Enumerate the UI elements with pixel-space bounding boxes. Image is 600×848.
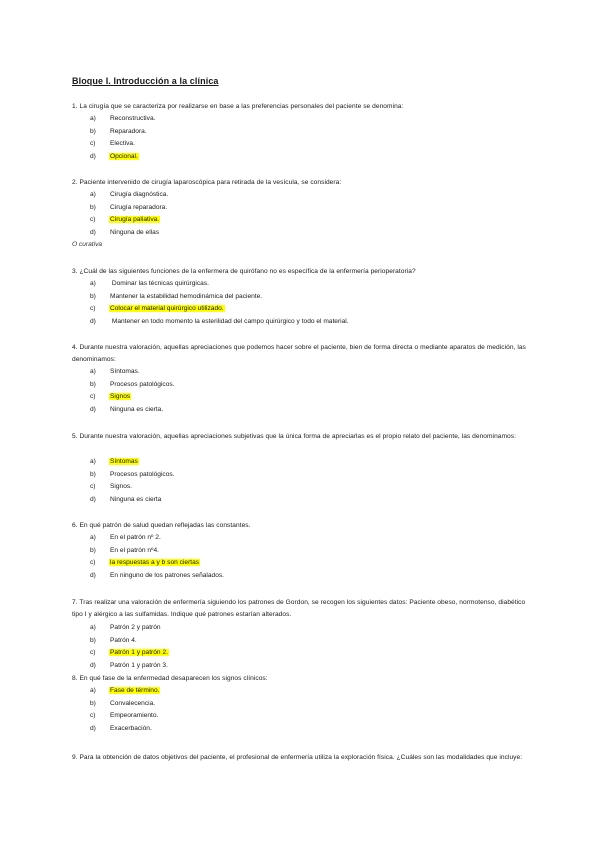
question-1-options xyxy=(90,113,156,163)
highlighted-answer: Signos xyxy=(110,393,131,400)
highlighted-answer: Cirugía paliativa. xyxy=(110,216,160,223)
option-d: d) Patrón 1 y patrón 3. xyxy=(90,661,168,669)
option-b: b) Reparadora. xyxy=(90,127,147,135)
question-5-text: 5. Durante nuestra valoración, aquellas apreciaciones subjetivas que la única forma de apreciarlas es el propio relato del paciente, las denominamos: xyxy=(72,433,516,440)
option-d: d) En ninguno de los patrones señalados. xyxy=(90,571,225,579)
question-6-text: 6. En qué patrón de salud quedan reflejadas las constantes. xyxy=(72,522,251,529)
option-a: a) Cirugía diagnóstica. xyxy=(90,191,169,198)
option-a: a) Patrón 2 y patrón xyxy=(90,624,161,631)
option-d: d) Ninguna de ellas xyxy=(90,228,160,236)
option-d: d) Mantener en todo momento la esterilidad del campo quirúrgico y todo el material. xyxy=(90,317,349,325)
option-b: b) Procesos patológicos. xyxy=(90,470,175,478)
option-c: c) la respuestas a y b son ciertas xyxy=(90,559,200,566)
option-d: d) Opcional. xyxy=(90,152,138,160)
option-a: a) Fase de término. xyxy=(90,687,160,694)
question-7-options xyxy=(90,622,169,672)
option-c: c) Empeoramiento. xyxy=(90,712,159,719)
option-b: b) Cirugía reparadora. xyxy=(90,203,168,211)
option-a: a) Reconstructiva. xyxy=(90,115,156,122)
option-c: c) Patrón 1 y patrón 2. xyxy=(90,649,168,656)
option-d: d) Ninguna es cierta. xyxy=(90,405,164,413)
question-2-text: 2. Paciente intervenido de cirugía laparoscópica para retirada de la vesícula, se considera: xyxy=(72,179,342,186)
highlighted-answer: Síntomas xyxy=(110,458,138,465)
option-d: d) Ninguna es cierta xyxy=(90,495,162,503)
question-8-options xyxy=(90,685,160,735)
option-a: a) Síntomas. xyxy=(90,368,140,375)
option-a: a) Síntomas xyxy=(90,458,138,465)
option-b: b) En el patrón nº4. xyxy=(90,546,159,554)
option-c: c) Signos. xyxy=(90,483,132,490)
question-5-options xyxy=(90,456,176,506)
question-7-text: 7. Tras realizar una valoración de enfermería siguiendo los patrones de Gordon, se recogen los siguientes datos: Paciente obeso, normotenso, diabético tipo I y alérgico a las sulfamidas. Indique qué patrones estarían alterados. xyxy=(72,599,526,618)
option-a: a) Dominar las técnicas quirúrgicas. xyxy=(90,280,209,287)
question-2-options xyxy=(90,189,169,239)
option-c: c) Signos xyxy=(90,393,131,400)
question-9-text: 9. Para la obtención de datos objetivos del paciente, el profesional de enfermería utiliza la exploración física. ¿Cuáles son las modalidades que incluye: xyxy=(72,754,523,761)
section-heading: Bloque I. Introducción a la clínica xyxy=(72,76,219,86)
highlighted-answer: Opcional. xyxy=(110,152,138,160)
highlighted-answer: Colocar el material quirúrgico utilizado. xyxy=(110,305,224,312)
question-3-text: 3. ¿Cuál de las siguientes funciones de la enfermera de quirófano no es específica de la enfermería perioperatoria? xyxy=(72,268,416,275)
option-b: b) Convalecencia. xyxy=(90,699,156,707)
highlighted-answer: Patrón 1 y patrón 2. xyxy=(110,649,168,656)
question-1-text: 1. La cirugía que se caracteriza por realizarse en base a las preferencias personales del paciente se denomina: xyxy=(72,103,404,110)
option-c: c) Colocar el material quirúrgico utilizado. xyxy=(90,305,224,312)
question-4-options xyxy=(90,366,176,416)
option-d: d) Exacerbación. xyxy=(90,724,152,732)
highlighted-answer: Fase de término. xyxy=(110,687,160,694)
question-4-text: 4. Durante nuestra valoración, aquellas apreciaciones que podemos hacer sobre el paciente, bien de forma directa o mediante aparatos de medición, las denominamos: xyxy=(72,344,526,363)
option-a: a) En el patrón nº 2. xyxy=(90,534,161,541)
option-b: b) Mantener la estabilidad hemodinámica del paciente. xyxy=(90,292,263,300)
option-b: b) Patrón 4. xyxy=(90,636,137,644)
highlighted-answer: la respuestas a y b son ciertas xyxy=(110,559,200,566)
question-8-text: 8. En qué fase de la enfermedad desaparecen los signos clínicos: xyxy=(72,675,268,682)
question-3-options xyxy=(90,278,350,328)
handwritten-note: O curativa xyxy=(72,241,103,248)
option-b: b) Procesos patológicos. xyxy=(90,380,175,388)
option-c: c) Cirugía paliativa. xyxy=(90,216,160,223)
question-6-options xyxy=(90,532,225,582)
option-c: c) Electiva. xyxy=(90,140,135,147)
